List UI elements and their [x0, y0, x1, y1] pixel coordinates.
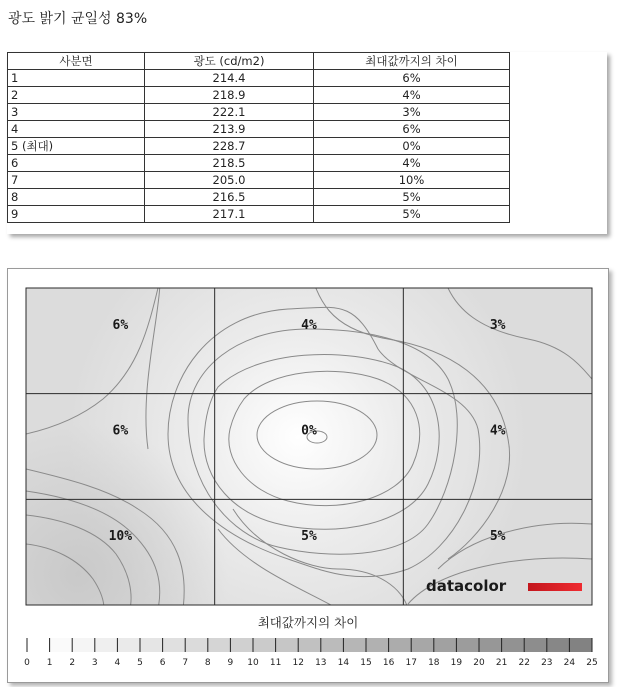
scale-swatch: [95, 638, 118, 652]
scale-tick-label: 6: [159, 658, 166, 668]
uniformity-chart: [8, 269, 608, 682]
cell-difference: 10%: [314, 172, 510, 189]
cell-luminance: 205.0: [145, 172, 314, 189]
scale-tick-label: 25: [586, 658, 598, 668]
luminance-table-panel: [7, 52, 607, 234]
scale-swatch: [366, 638, 389, 652]
scale-swatch: [569, 638, 592, 652]
scale-tick-label: 9: [227, 658, 234, 668]
scale-swatch: [479, 638, 502, 652]
table-row: [8, 206, 510, 223]
cell-luminance: 222.1: [145, 104, 314, 121]
cell-difference: 3%: [314, 104, 510, 121]
scale-tick-label: 0: [24, 658, 30, 668]
scale-swatch: [27, 638, 50, 652]
scale-swatch: [411, 638, 434, 652]
cell-difference: 6%: [314, 70, 510, 87]
scale-swatch: [185, 638, 208, 652]
scale-tick-label: 12: [292, 658, 304, 668]
scale-tick-label: 11: [269, 658, 282, 668]
cell-luminance: 213.9: [145, 121, 314, 138]
quadrant-label-2: 4%: [301, 317, 317, 333]
scale-tick-label: 1: [46, 658, 53, 668]
uniformity-chart-panel: [7, 268, 609, 683]
scale-swatch: [502, 638, 525, 652]
quadrant-label-1: 6%: [112, 317, 129, 333]
quadrant-label-6: 4%: [489, 423, 506, 439]
brand-red-bar: [528, 583, 582, 591]
header-luminance: 광도 (cd/m2): [145, 53, 314, 70]
scale-tick-label: 18: [428, 658, 440, 668]
cell-difference: 0%: [314, 138, 510, 155]
quadrant-label-7: 10%: [108, 529, 133, 545]
scale-swatch: [434, 638, 457, 652]
scale-tick-label: 14: [337, 658, 350, 668]
cell-difference: 4%: [314, 87, 510, 104]
cell-quadrant: 2: [8, 87, 145, 104]
cell-quadrant: 5 (최대): [8, 138, 145, 155]
scale-swatch: [298, 638, 321, 652]
scale-swatch: [117, 638, 140, 652]
cell-luminance: 218.9: [145, 87, 314, 104]
cell-quadrant: 8: [8, 189, 145, 206]
cell-luminance: 228.7: [145, 138, 314, 155]
scale-tick-label: 22: [518, 658, 530, 668]
scale-tick-label: 17: [405, 658, 417, 668]
header-difference: 최대값까지의 차이: [314, 53, 510, 70]
cell-luminance: 217.1: [145, 206, 314, 223]
scale-swatch: [343, 638, 366, 652]
scale-tick-label: 5: [137, 658, 143, 668]
table-row: [8, 104, 510, 121]
table-row: [8, 70, 510, 87]
quadrant-label-8: 5%: [301, 529, 317, 545]
scale-swatch: [456, 638, 479, 652]
scale-tick-label: 4: [114, 658, 121, 668]
scale-tick-label: 15: [360, 658, 372, 668]
cell-difference: 5%: [314, 206, 510, 223]
cell-quadrant: 9: [8, 206, 145, 223]
table-row: [8, 138, 510, 155]
quadrant-label-5: 0%: [301, 423, 317, 439]
cell-quadrant: 6: [8, 155, 145, 172]
scale-tick-label: 7: [182, 658, 189, 668]
scale-swatch: [140, 638, 163, 652]
low-luminance-shade: [26, 288, 592, 605]
table-row: [8, 155, 510, 172]
table-row: [8, 121, 510, 138]
scale-tick-label: 13: [315, 658, 327, 668]
scale-tick-label: 21: [495, 658, 508, 668]
scale-tick-label: 23: [541, 658, 553, 668]
scale-swatch: [321, 638, 344, 652]
cell-quadrant: 1: [8, 70, 145, 87]
cell-difference: 5%: [314, 189, 510, 206]
plot-area: [26, 269, 592, 609]
cell-quadrant: 4: [8, 121, 145, 138]
scale-tick-label: 20: [473, 658, 485, 668]
cell-difference: 4%: [314, 155, 510, 172]
color-scale: [24, 638, 598, 668]
cell-quadrant: 3: [8, 104, 145, 121]
luminance-table: [7, 52, 510, 223]
brand-text: datacolor: [426, 577, 507, 595]
quadrant-label-3: 3%: [489, 317, 506, 333]
scale-swatch: [389, 638, 412, 652]
quadrant-label-9: 5%: [489, 529, 506, 545]
scale-swatch: [72, 638, 95, 652]
scale-tick-label: 3: [91, 658, 98, 668]
cell-quadrant: 7: [8, 172, 145, 189]
header-quadrant: 사분면: [8, 53, 145, 70]
table-row: [8, 172, 510, 189]
scale-swatch: [524, 638, 547, 652]
scale-tick-label: 8: [204, 658, 211, 668]
scale-label: 최대값까지의 차이: [257, 615, 359, 630]
cell-luminance: 216.5: [145, 189, 314, 206]
scale-swatch: [230, 638, 253, 652]
page-title: 광도 밝기 균일성 83%: [8, 11, 148, 27]
scale-swatch: [50, 638, 73, 652]
cell-luminance: 218.5: [145, 155, 314, 172]
scale-tick-label: 24: [563, 658, 576, 668]
scale-swatch: [276, 638, 299, 652]
scale-swatch: [253, 638, 276, 652]
scale-tick-label: 2: [69, 658, 76, 668]
table-row: [8, 189, 510, 206]
table-header-row: [8, 53, 510, 70]
scale-swatch: [208, 638, 231, 652]
scale-swatch: [163, 638, 186, 652]
cell-difference: 6%: [314, 121, 510, 138]
scale-tick-label: 16: [382, 658, 395, 668]
table-row: [8, 87, 510, 104]
quadrant-label-4: 6%: [112, 423, 129, 439]
scale-tick-label: 10: [247, 658, 259, 668]
scale-tick-label: 19: [450, 658, 463, 668]
cell-luminance: 214.4: [145, 70, 314, 87]
scale-swatch: [547, 638, 570, 652]
